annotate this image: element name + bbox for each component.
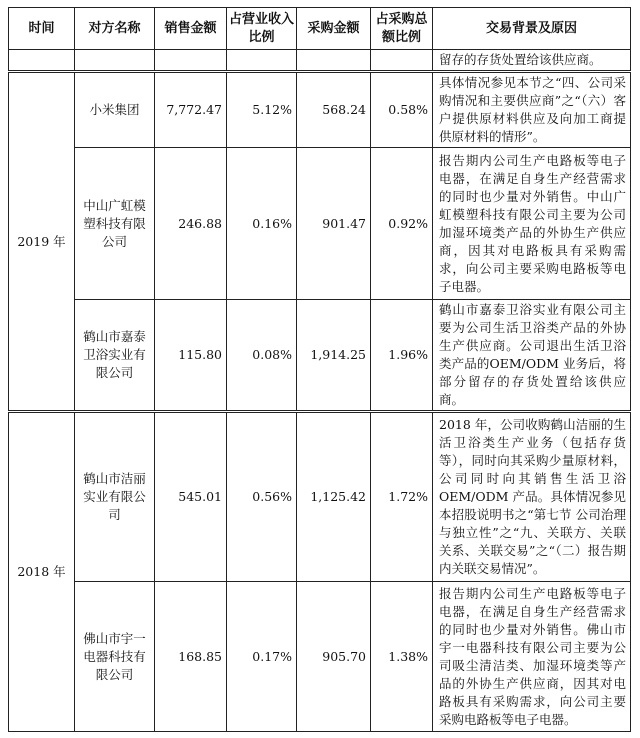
purchase-ratio-cell: 1.96% bbox=[371, 300, 433, 412]
purchase-ratio-cell: 1.72% bbox=[371, 412, 433, 582]
header-party: 对方名称 bbox=[75, 8, 155, 50]
party-cell: 小米集团 bbox=[75, 72, 155, 148]
table-row bbox=[9, 148, 631, 300]
related-transactions-table bbox=[8, 7, 631, 732]
party-cell: 佛山市宇一电器科技有限公司 bbox=[75, 582, 155, 732]
sales-cell: 168.85 bbox=[155, 582, 227, 732]
party-cell bbox=[75, 50, 155, 72]
reason-cell: 报告期内公司生产电路板等电子电器，在满足自身生产经营需求的同时也少量对外销售。中山广虹模塑科技有限公司主要为公司加湿环境类产品的外协生产供应商，因其对电路板具有采购需求，向公司主要采购电路板等电子电器。 bbox=[433, 148, 631, 300]
header-time: 时间 bbox=[9, 8, 75, 50]
table-header-row bbox=[9, 8, 631, 50]
sales-cell: 545.01 bbox=[155, 412, 227, 582]
year-cell: 2018 年 bbox=[9, 412, 75, 732]
sales-ratio-cell: 0.17% bbox=[227, 582, 297, 732]
sales-ratio-cell: 0.08% bbox=[227, 300, 297, 412]
reason-cell: 2018 年，公司收购鹤山洁丽的生活卫浴类生产业务（包括存货等），同时向其采购少量原材料，公司同时向其销售生活卫浴OEM/ODM 产品。具体情况参见本招股说明书之“第七节 公司治理与独立性”之“九、关联方、关联关系、关联交易”之“（二）报告期内关联交易情况”。 bbox=[433, 412, 631, 582]
header-sales: 销售金额 bbox=[155, 8, 227, 50]
purchase-ratio-cell: 1.38% bbox=[371, 582, 433, 732]
sales-ratio-cell bbox=[227, 50, 297, 72]
header-sales-ratio: 占营业收入比例 bbox=[227, 8, 297, 50]
purchase-cell: 568.24 bbox=[297, 72, 371, 148]
reason-cell: 报告期内公司生产电路板等电子电器，在满足自身生产经营需求的同时也少量对外销售。佛山市宇一电器科技有限公司主要为公司吸尘清洁类、加湿环境类等产品的外协生产供应商，因其对电路板具有采购需求，向公司主要采购电路板等电子电器。 bbox=[433, 582, 631, 732]
table-row bbox=[9, 72, 631, 148]
year-cell: 2019 年 bbox=[9, 72, 75, 412]
table-row bbox=[9, 582, 631, 732]
sales-cell: 246.88 bbox=[155, 148, 227, 300]
purchase-cell: 901.47 bbox=[297, 148, 371, 300]
reason-cell: 具体情况参见本节之“四、公司采购情况和主要供应商”之“（六）客户提供原材料供应及向加工商提供原材料的情形”。 bbox=[433, 72, 631, 148]
table-row bbox=[9, 300, 631, 412]
sales-ratio-cell: 0.56% bbox=[227, 412, 297, 582]
reason-cell: 鹤山市嘉泰卫浴实业有限公司主要为公司生活卫浴类产品的外协生产供应商。公司退出生活卫浴类产品的OEM/ODM 业务后，将部分留存的存货处置给该供应商。 bbox=[433, 300, 631, 412]
purchase-cell: 1,125.42 bbox=[297, 412, 371, 582]
reason-cell: 留存的存货处置给该供应商。 bbox=[433, 50, 631, 72]
purchase-cell: 1,914.25 bbox=[297, 300, 371, 412]
table-row bbox=[9, 50, 631, 72]
header-purchase: 采购金额 bbox=[297, 8, 371, 50]
party-cell: 鹤山市嘉泰卫浴实业有限公司 bbox=[75, 300, 155, 412]
sales-ratio-cell: 5.12% bbox=[227, 72, 297, 148]
year-cell bbox=[9, 50, 75, 72]
purchase-cell bbox=[297, 50, 371, 72]
purchase-ratio-cell: 0.92% bbox=[371, 148, 433, 300]
table-row bbox=[9, 412, 631, 582]
sales-cell: 115.80 bbox=[155, 300, 227, 412]
purchase-cell: 905.70 bbox=[297, 582, 371, 732]
purchase-ratio-cell bbox=[371, 50, 433, 72]
sales-cell: 7,772.47 bbox=[155, 72, 227, 148]
sales-cell bbox=[155, 50, 227, 72]
party-cell: 中山广虹模塑科技有限公司 bbox=[75, 148, 155, 300]
header-reason: 交易背景及原因 bbox=[433, 8, 631, 50]
sales-ratio-cell: 0.16% bbox=[227, 148, 297, 300]
header-purchase-ratio: 占采购总额比例 bbox=[371, 8, 433, 50]
purchase-ratio-cell: 0.58% bbox=[371, 72, 433, 148]
party-cell: 鹤山市洁丽实业有限公司 bbox=[75, 412, 155, 582]
